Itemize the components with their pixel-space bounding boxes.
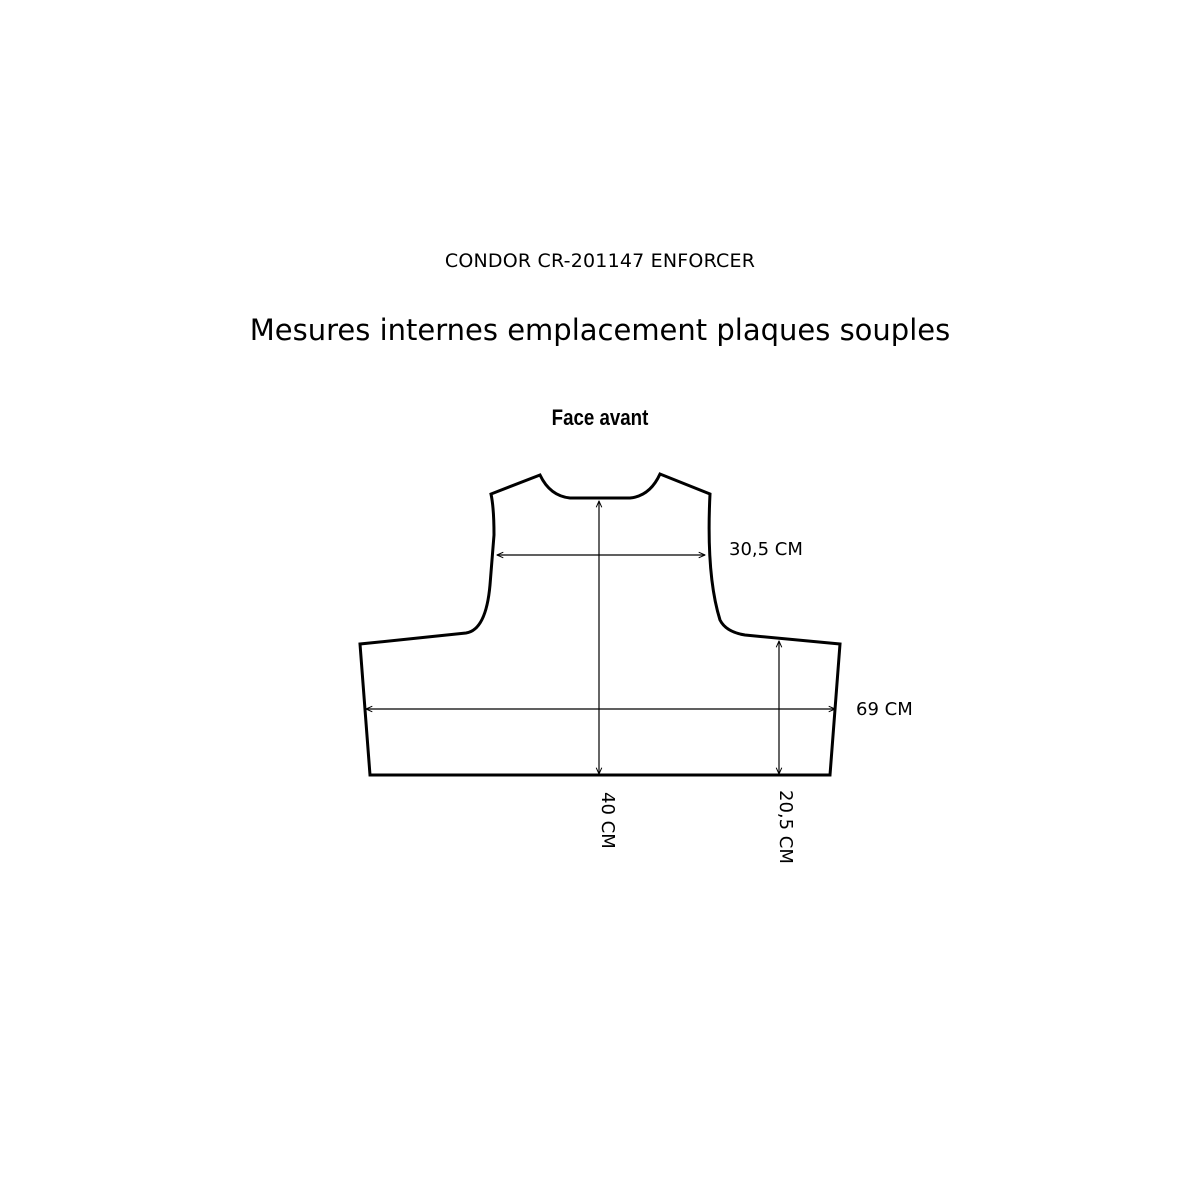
upper-width-label: 30,5 CM (729, 539, 803, 560)
view-label: Face avant (551, 405, 649, 430)
total-height-label: 40 CM (597, 792, 618, 849)
total-width-label: 69 CM (856, 699, 913, 720)
vest-outline (360, 474, 840, 775)
model-label: CONDOR CR-201147 ENFORCER (444, 250, 756, 272)
side-height-label: 20,5 CM (775, 790, 796, 864)
page-title: Mesures internes emplacement plaques souples (249, 313, 951, 347)
